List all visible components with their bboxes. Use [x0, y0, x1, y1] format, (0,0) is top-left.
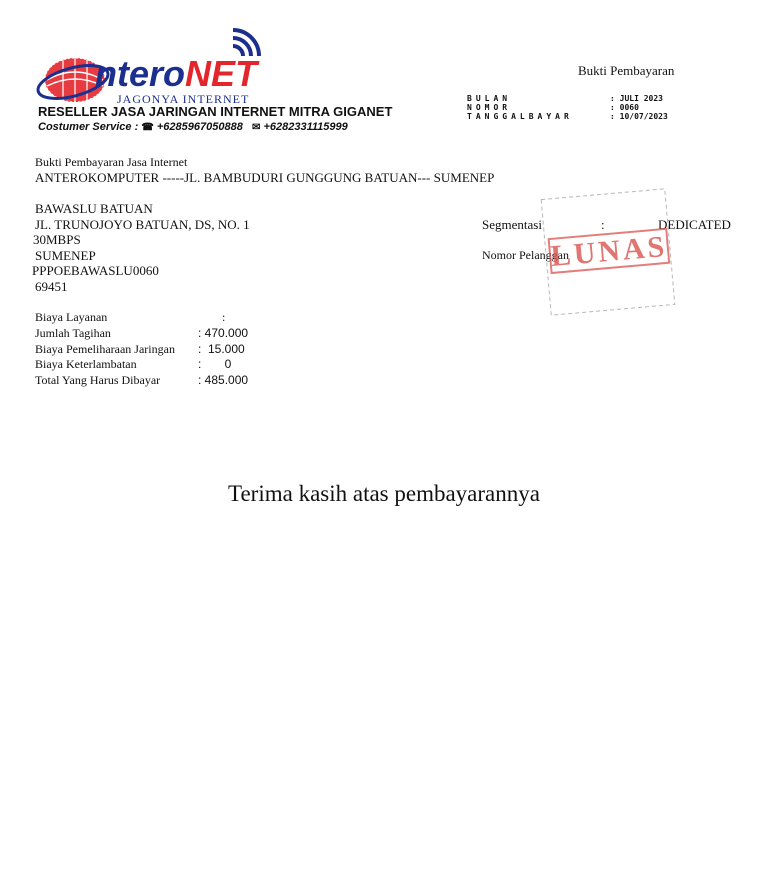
intro-line-1: Bukti Pembayaran Jasa Internet	[35, 155, 188, 169]
meta-value-number: : 0060	[610, 103, 639, 112]
customer-postal: 69451	[35, 279, 68, 294]
meta-value-pay-date: : 10/07/2023	[610, 112, 668, 121]
customer-service-label: Costumer Service :	[38, 121, 139, 133]
fee-value-total: : 485.000	[198, 373, 249, 387]
mail-icon: ✉	[252, 122, 261, 133]
service-fee-colon: :	[222, 310, 226, 324]
segment-value: DEDICATED	[658, 217, 731, 232]
meta-value-month: : JULI 2023	[610, 94, 663, 103]
service-fee-label: Biaya Layanan	[35, 310, 108, 324]
logo-wordmark: nteroNET	[95, 53, 257, 94]
thank-you-message: Terima kasih atas pembayarannya	[228, 481, 540, 506]
document-title: Bukti Pembayaran	[578, 63, 675, 78]
segment-label: Segmentasi	[482, 217, 542, 232]
fee-label-total: Total Yang Harus Dibayar	[35, 373, 161, 387]
customer-city: SUMENEP	[35, 248, 96, 263]
meta-label-pay-date: TANGGALBAYAR	[467, 112, 573, 121]
customer-username: PPPOEBAWASLU0060	[32, 263, 159, 278]
fee-label-bill: Jumlah Tagihan	[35, 326, 111, 340]
logo-subtext: JAGONYA INTERNET	[117, 92, 250, 106]
alt-phone-number: +6282331115999	[263, 121, 348, 133]
fee-label-maintenance: Biaya Pemeliharaan Jaringan	[35, 342, 175, 356]
meta-label-month: BULAN	[467, 94, 512, 103]
fee-value-maintenance: : 15.000	[198, 342, 245, 356]
fee-value-bill: : 470.000	[198, 326, 249, 340]
stamp-text: LUNAS	[549, 229, 669, 273]
phone-number: +6285967050888	[156, 121, 243, 133]
customer-name: BAWASLU BATUAN	[35, 201, 153, 216]
customer-service	[38, 121, 348, 133]
customer-speed: 30MBPS	[33, 232, 81, 247]
segment-colon: :	[601, 217, 605, 232]
company-tagline: RESELLER JASA JARINGAN INTERNET MITRA GIGANET	[38, 104, 393, 119]
phone-icon: ☎	[141, 122, 154, 133]
customer-address: JL. TRUNOJOYO BATUAN, DS, NO. 1	[35, 217, 250, 232]
fee-label-late: Biaya Keterlambatan	[35, 357, 137, 371]
company-logo	[33, 24, 269, 106]
customer-number-label: Nomor Pelanggan	[482, 248, 569, 262]
intro-line-2: ANTEROKOMPUTER -----JL. BAMBUDURI GUNGGUNG BATUAN--- SUMENEP	[35, 170, 495, 185]
fee-value-late: : 0	[198, 357, 232, 371]
paid-stamp	[540, 186, 676, 318]
meta-label-number: NOMOR	[467, 103, 512, 112]
